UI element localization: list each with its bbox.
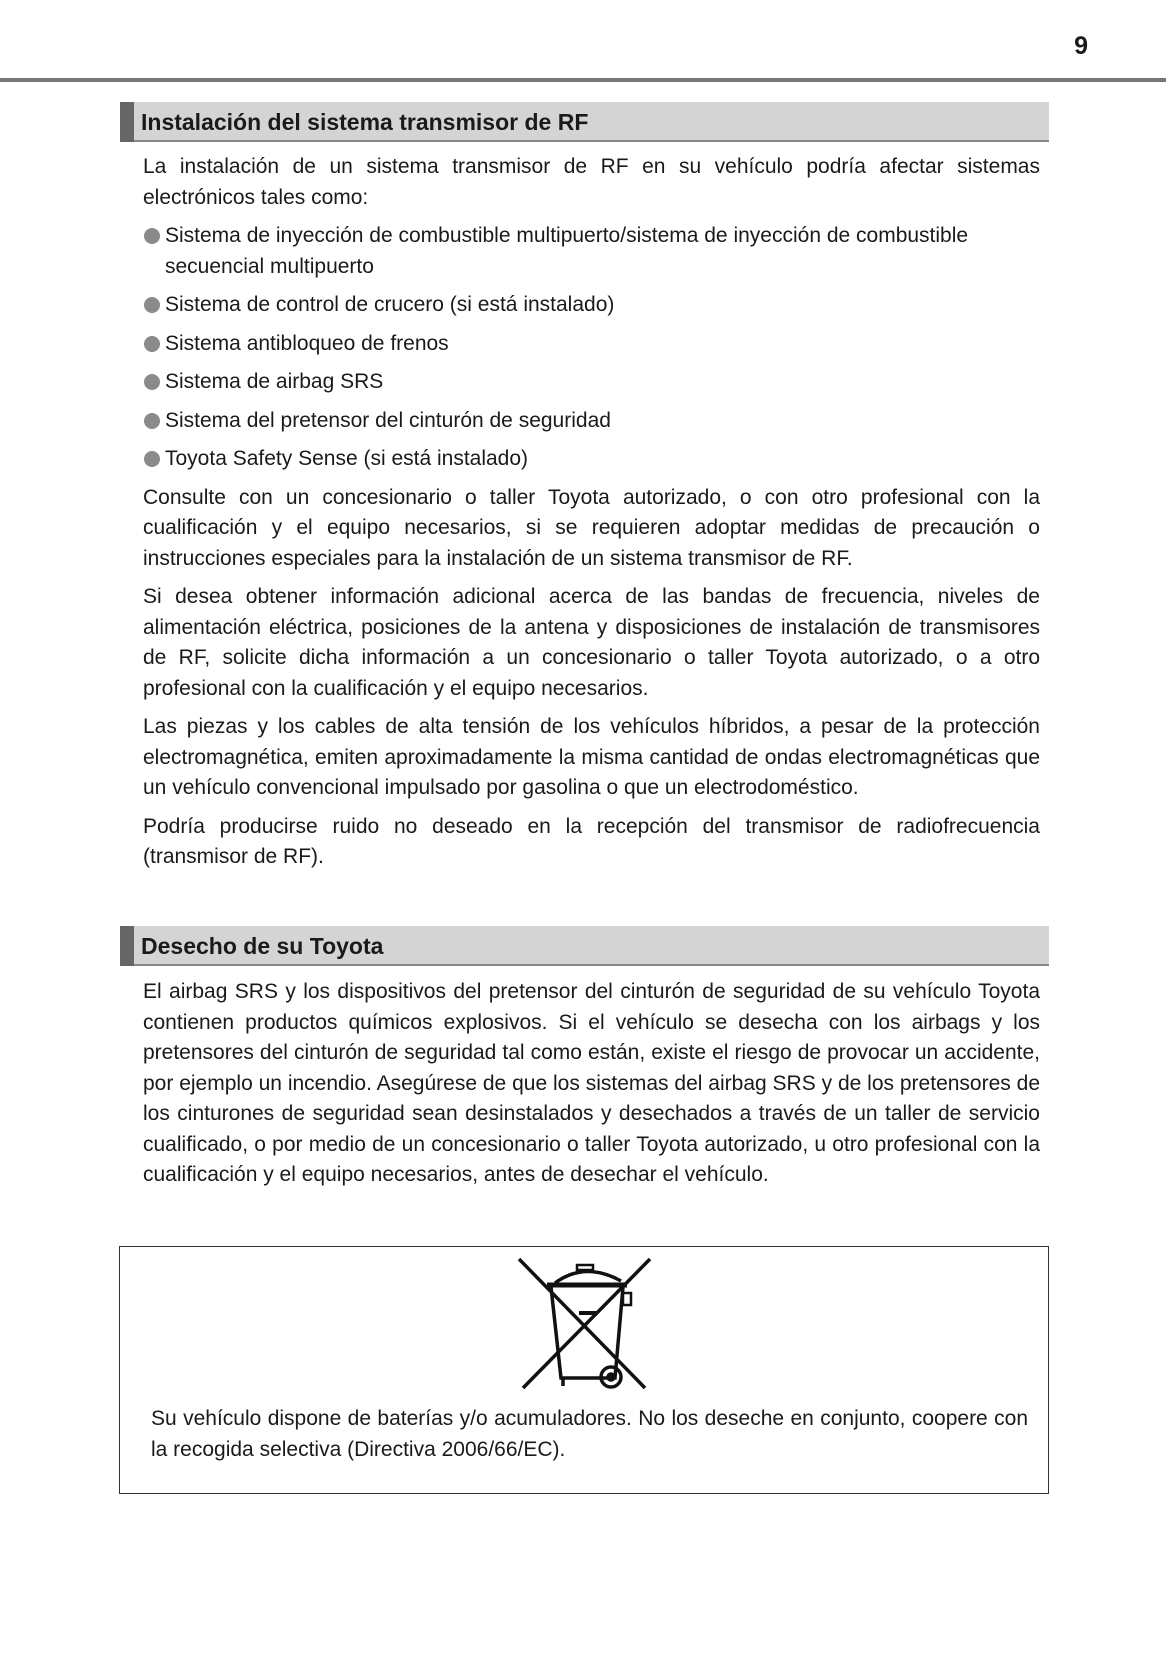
list-item: Sistema de control de crucero (si está instalado)	[143, 290, 1040, 321]
list-item: Sistema de airbag SRS	[143, 367, 1040, 398]
section-disposal-body	[143, 977, 1040, 1199]
section-title: Desecho de su Toyota	[141, 933, 384, 959]
paragraph: Si desea obtener información adicional acerca de las bandas de frecuencia, niveles de alimentación eléctrica, posiciones de la antena y disposiciones de instalación de transmisores de RF, solicite dicha información a un concesionario o taller Toyota autorizado, o a otro profesional con la cualificación y el equipo necesarios.	[143, 585, 1040, 700]
battery-notice-box	[119, 1246, 1049, 1494]
list-item: Sistema de inyección de combustible multipuerto/sistema de inyección de combustible secuencial multipuerto	[143, 221, 1040, 282]
section-heading-rf	[0, 102, 1049, 142]
crossed-out-wheelie-bin-icon	[515, 1255, 655, 1395]
bullet-icon	[144, 228, 160, 244]
paragraph: Consulte con un concesionario o taller Toyota autorizado, o con otro profesional con la cualificación y el equipo necesarios, si se requieren adoptar medidas de precaución o instrucciones especiales para la instalación de un sistema transmisor de RF.	[143, 485, 1040, 570]
header-rule	[0, 78, 1166, 82]
page-number: 9	[1074, 32, 1088, 60]
paragraph: El airbag SRS y los dispositivos del pretensor del cinturón de seguridad de su vehículo Toyota contienen productos químicos explosivos. Si el vehículo se desecha con los airbags y los pretensores del cinturón de seguridad tal como están, existe el riesgo de provocar un accidente, por ejemplo un incendio. Asegúrese de que los sistemas del airbag SRS y de los pretensores de los cinturones de seguridad sean desinstalados y desechados a través de un taller de servicio cualificado, o por medio de un concesionario o taller Toyota autorizado, u otro profesional con la cualificación y el equipo necesarios, antes de desechar el vehículo.	[143, 980, 1040, 1186]
bullet-icon	[144, 374, 160, 390]
section-rf-body	[143, 152, 1040, 881]
bullet-icon	[144, 451, 160, 467]
paragraph: Podría producirse ruido no deseado en la recepción del transmisor de radiofrecuencia (transmisor de RF).	[143, 814, 1040, 868]
section-title: Instalación del sistema transmisor de RF	[141, 109, 589, 135]
bullet-icon	[144, 336, 160, 352]
paragraph: Las piezas y los cables de alta tensión de los vehículos híbridos, a pesar de la protección electromagnética, emiten aproximadamente la misma cantidad de ondas electromagnéticas que un vehículo convencional impulsado por gasolina o que un electrodoméstico.	[143, 715, 1040, 799]
list-item: Toyota Safety Sense (si está instalado)	[143, 444, 1040, 475]
list-item: Sistema del pretensor del cinturón de seguridad	[143, 406, 1040, 437]
battery-notice-text: Su vehículo dispone de baterías y/o acumuladores. No los deseche en conjunto, coopere con la recogida selectiva (Directiva 2006/66/EC).	[151, 1407, 1028, 1461]
section-heading-disposal	[0, 926, 1049, 966]
list-item: Sistema antibloqueo de frenos	[143, 329, 1040, 360]
intro-paragraph: La instalación de un sistema transmisor de RF en su vehículo podría afectar sistemas electrónicos tales como:	[143, 155, 1040, 209]
bullet-icon	[144, 297, 160, 313]
bullet-icon	[144, 413, 160, 429]
